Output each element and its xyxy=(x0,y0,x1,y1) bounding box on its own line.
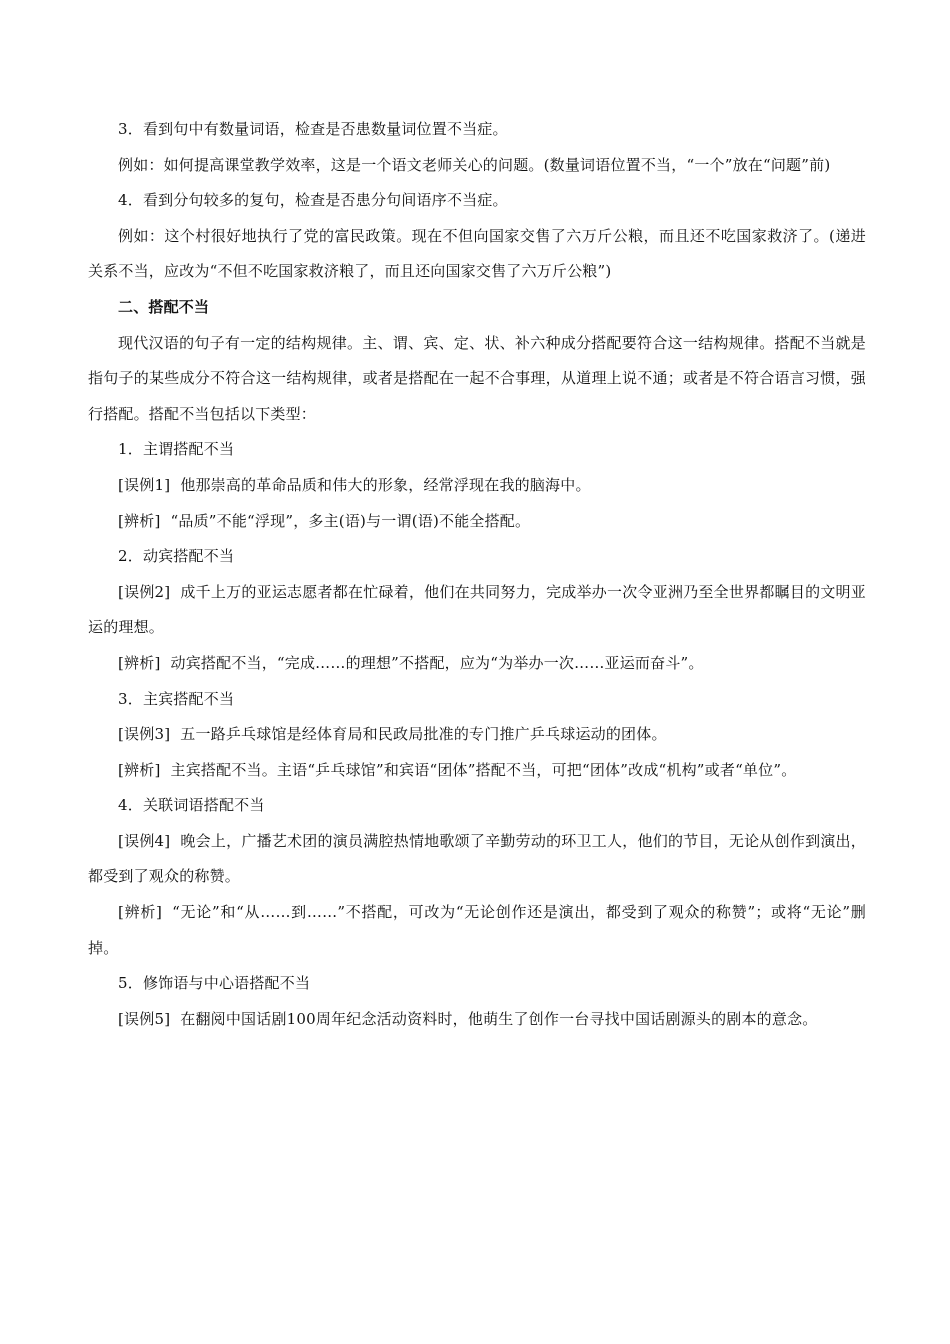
document-page xyxy=(88,112,866,1037)
analysis-text: “品质”不能“浮现”，多主(语)与一谓(语)不能全搭配。 xyxy=(170,511,531,530)
example-paragraph xyxy=(88,824,866,895)
example-text: 他那崇高的革命品质和伟大的形象，经常浮现在我的脑海中。 xyxy=(180,475,591,494)
analysis-text: “无论”和“从……到……”不搭配，可改为“无论创作还是演出，都受到了观众的称赞”；或将“无论”删掉。 xyxy=(88,903,866,957)
analysis-tag: [辨析] xyxy=(118,511,161,530)
analysis-paragraph xyxy=(88,753,866,789)
example-paragraph xyxy=(88,717,866,753)
paragraph: 3．看到句中有数量词语，检查是否患数量词位置不当症。 xyxy=(118,120,508,138)
item-title: 3．主宾搭配不当 xyxy=(118,689,235,708)
analysis-text: 主宾搭配不当。主语“乒乓球馆”和宾语“团体”搭配不当，可把“团体”改成“机构”或者“单位”。 xyxy=(170,760,797,779)
paragraph: 4．看到分句较多的复句，检查是否患分句间语序不当症。 xyxy=(118,191,508,210)
example-paragraph xyxy=(88,1002,866,1038)
example-paragraph xyxy=(88,468,866,504)
analysis-paragraph xyxy=(88,646,866,682)
analysis-tag: [辨析] xyxy=(118,903,163,922)
item-title: 4．关联词语搭配不当 xyxy=(118,796,265,815)
example-tag: [误例4] xyxy=(118,831,171,850)
example-text: 五一路乒乓球馆是经体育局和民政局批准的专门推广乒乓球运动的团体。 xyxy=(180,725,667,744)
analysis-tag: [辨析] xyxy=(118,760,161,779)
analysis-paragraph xyxy=(88,895,866,966)
analysis-tag: [辨析] xyxy=(118,653,161,672)
example-tag: [误例1] xyxy=(118,475,171,494)
example-tag: [误例5] xyxy=(118,1009,171,1028)
section-intro: 现代汉语的句子有一定的结构规律。主、谓、宾、定、状、补六种成分搭配要符合这一结构规律。搭配不当就是指句子的某些成分不符合这一结构规律，或者是搭配在一起不合事理，从道理上说不通；或者是不符合语言习惯，强行搭配。搭配不当包括以下类型： xyxy=(88,333,866,423)
section-heading: 二、搭配不当 xyxy=(118,297,210,316)
paragraph: 例如：如何提高课堂教学效率，这是一个语文老师关心的问题。(数量词语位置不当，“一个”放在“问题”前) xyxy=(118,155,831,174)
example-text: 成千上万的亚运志愿者都在忙碌着，他们在共同努力，完成举办一次令亚洲乃至全世界都瞩目的文明亚运的理想。 xyxy=(88,582,866,637)
paragraph: 例如：这个村很好地执行了党的富民政策。现在不但向国家交售了六万斤公粮，而且还不吃国家救济了。(递进关系不当，应改为“不但不吃国家救济粮了，而且还向国家交售了六万斤公粮”) xyxy=(88,226,866,281)
item-title: 2．动宾搭配不当 xyxy=(118,547,235,566)
analysis-text: 动宾搭配不当，“完成……的理想”不搭配，应为“为举办一次……亚运而奋斗”。 xyxy=(170,653,704,672)
example-paragraph xyxy=(88,575,866,646)
example-tag: [误例2] xyxy=(118,582,171,601)
item-title: 1．主谓搭配不当 xyxy=(118,440,235,459)
item-title: 5．修饰语与中心语搭配不当 xyxy=(118,974,311,993)
example-text: 晚会上，广播艺术团的演员满腔热情地歌颂了辛勤劳动的环卫工人，他们的节目，无论从创作到演出，都受到了观众的称赞。 xyxy=(88,831,866,886)
analysis-paragraph xyxy=(88,504,866,540)
example-text: 在翻阅中国话剧100周年纪念活动资料时，他萌生了创作一台寻找中国话剧源头的剧本的意念。 xyxy=(180,1009,818,1028)
example-tag: [误例3] xyxy=(118,725,171,744)
